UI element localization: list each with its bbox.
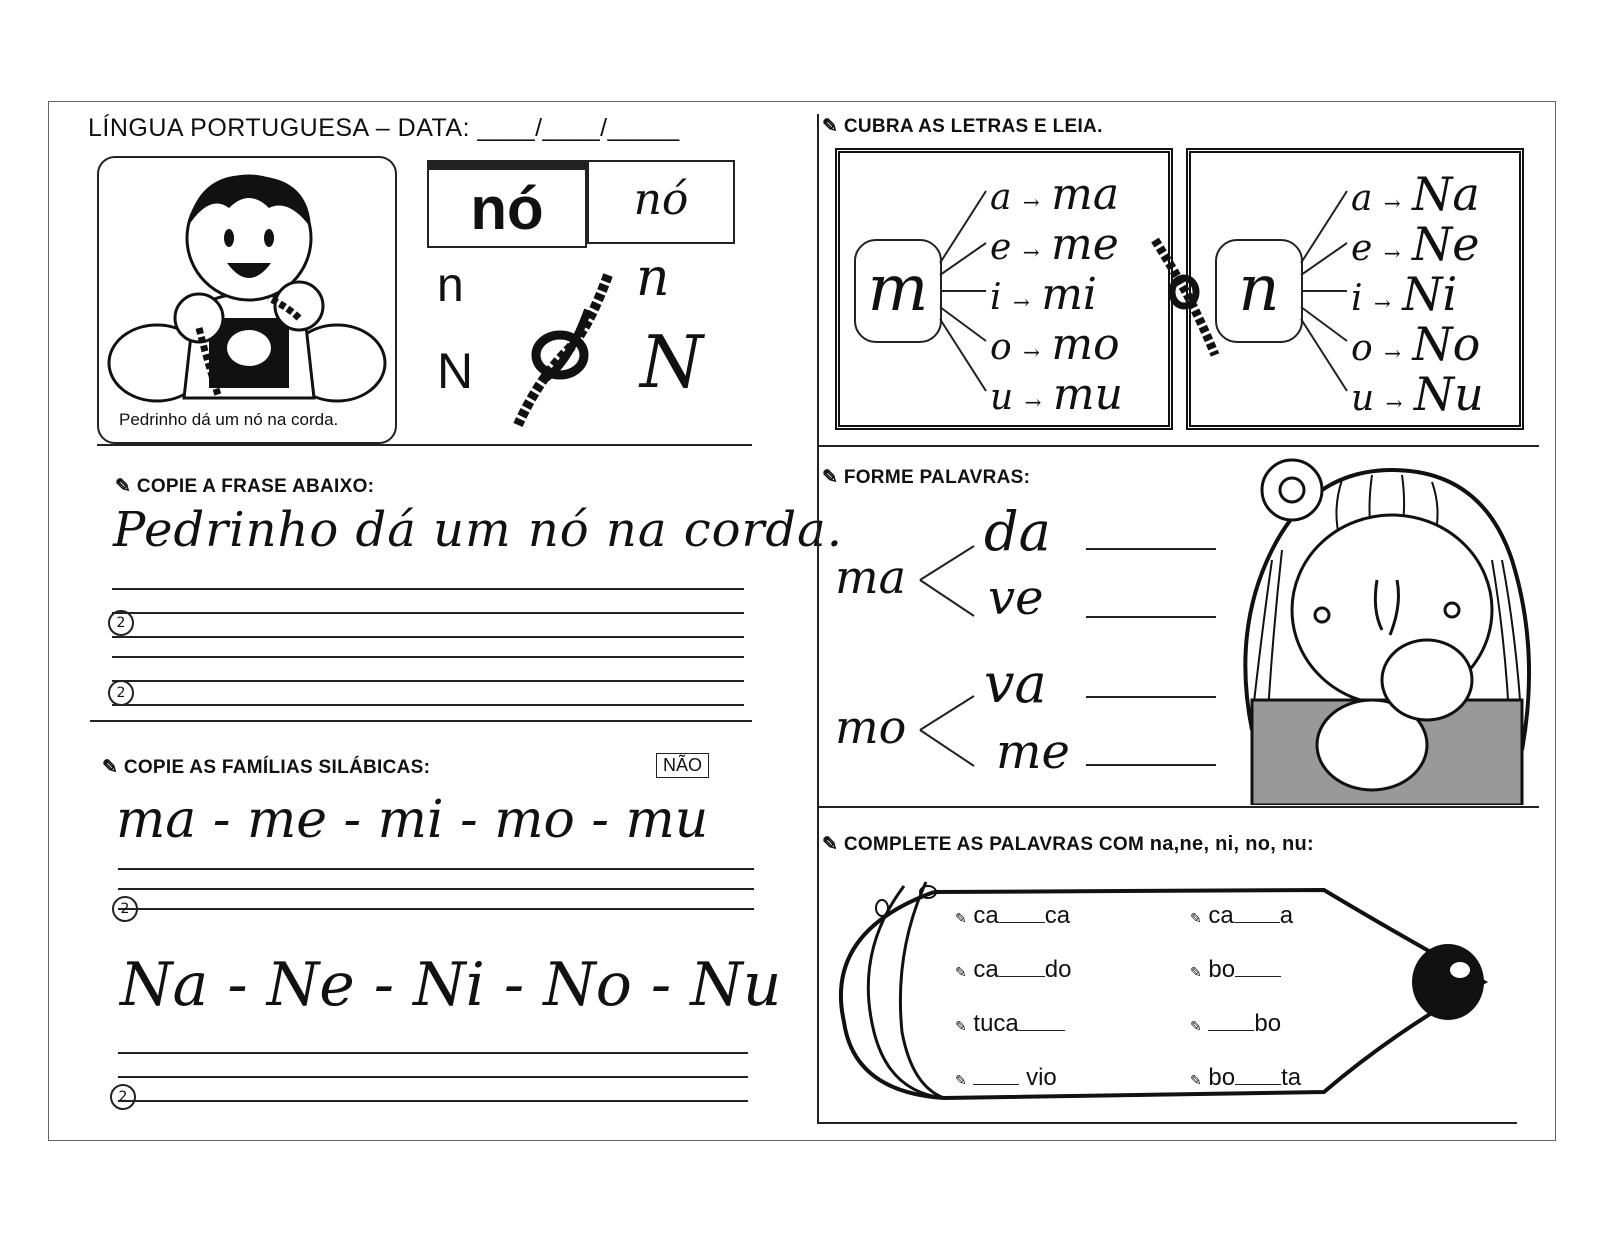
nao-badge: NÃO xyxy=(656,753,709,778)
form-words-heading-text: FORME PALAVRAS: xyxy=(843,467,1031,488)
complete-item[interactable] xyxy=(1190,956,1281,984)
line-marker: 2 xyxy=(110,1084,136,1110)
fill-blank[interactable] xyxy=(1234,922,1280,923)
syllable: mo xyxy=(1051,319,1120,370)
syllable: Ne xyxy=(1411,217,1480,271)
pencil-bullet-icon: ✎ xyxy=(1190,1018,1202,1034)
fill-blank[interactable] xyxy=(1208,1030,1254,1031)
bottom-rule xyxy=(817,1122,1517,1124)
trace-row xyxy=(1351,217,1521,271)
writing-line xyxy=(112,704,744,706)
fan-lines xyxy=(936,153,996,433)
arrow-right-icon: → xyxy=(1383,191,1401,215)
arrow-right-icon: → xyxy=(1373,291,1391,315)
rope-knot-illustration xyxy=(508,270,618,430)
writing-line xyxy=(112,612,744,614)
pencil-bullet-icon: ✎ xyxy=(1190,910,1202,926)
boy-picture-frame xyxy=(97,156,397,444)
writing-line xyxy=(118,908,754,910)
word-box-print xyxy=(427,160,587,248)
complete-item[interactable] xyxy=(1190,1010,1281,1038)
arrow-right-icon: → xyxy=(1383,241,1401,265)
writing-line xyxy=(112,656,744,658)
trace-rows-n xyxy=(1351,167,1521,421)
fill-blank[interactable] xyxy=(999,922,1045,923)
complete-item[interactable] xyxy=(1190,1064,1301,1092)
writing-line xyxy=(118,1052,748,1054)
syllable: mu xyxy=(1052,369,1123,420)
vowel: o xyxy=(990,327,1012,368)
word-box-cursive xyxy=(587,160,735,244)
letter-upper-cursive: N xyxy=(640,320,703,404)
ending: me xyxy=(996,724,1070,780)
word-part: ca xyxy=(973,902,999,929)
answer-blank xyxy=(1086,764,1216,766)
complete-item[interactable] xyxy=(955,956,1071,984)
word-cursive: nó xyxy=(633,174,689,225)
word-part: ca xyxy=(973,956,999,983)
vowel: o xyxy=(1351,328,1373,369)
word-part: ca xyxy=(1208,902,1234,929)
syllable: me xyxy=(1050,219,1119,270)
vowel: u xyxy=(990,377,1014,418)
page-title-text: LÍNGUA PORTUGUESA – DATA: xyxy=(88,114,471,142)
trace-row xyxy=(1351,317,1521,371)
model-sentence: Pedrinho dá um nó na corda. xyxy=(113,502,844,558)
syllable: No xyxy=(1412,317,1481,371)
trace-row xyxy=(1351,267,1521,321)
syllable: ma xyxy=(1051,169,1120,220)
prefix-ma: ma xyxy=(835,550,907,604)
word-part: bo xyxy=(1208,956,1236,983)
fill-blank[interactable] xyxy=(999,976,1045,977)
complete-item[interactable] xyxy=(1190,902,1293,930)
writing-line xyxy=(112,680,744,682)
arrow-right-icon: → xyxy=(1385,391,1403,415)
answer-blank xyxy=(1086,616,1216,618)
line-marker: 2 xyxy=(108,680,134,706)
section-divider xyxy=(97,444,752,446)
complete-heading xyxy=(822,833,1314,856)
pencil-bullet-icon: ✎ xyxy=(955,964,967,980)
ending: da xyxy=(984,500,1051,563)
arrow-right-icon: → xyxy=(1384,341,1401,365)
writing-line xyxy=(112,636,744,638)
answer-blank xyxy=(1086,548,1216,550)
trace-row xyxy=(990,369,1170,419)
families-heading-text: COPIE AS FAMÍLIAS SILÁBICAS: xyxy=(123,757,431,778)
word-part: do xyxy=(1044,956,1072,983)
line-marker: 2 xyxy=(108,610,134,636)
families-heading xyxy=(102,756,430,779)
syllable: Ni xyxy=(1402,267,1458,321)
arrow-right-icon: → xyxy=(1012,290,1030,314)
word-part: bo xyxy=(1208,1064,1236,1091)
fan-lines xyxy=(1297,153,1357,433)
line-marker: 2 xyxy=(112,896,138,922)
trace-heading-text: CUBRA AS LETRAS E LEIA. xyxy=(843,116,1103,137)
vowel: a xyxy=(1351,178,1373,219)
word-part: vio xyxy=(1026,1064,1057,1091)
trace-center-letter: n xyxy=(1238,252,1280,326)
pencil-bullet-icon: ✎ xyxy=(955,910,967,926)
vowel: a xyxy=(990,177,1012,218)
complete-item[interactable] xyxy=(955,902,1070,930)
pencil-bullet-icon: ✎ xyxy=(955,1072,967,1088)
trace-row xyxy=(1351,367,1521,421)
family-upper-cursive: Na - Ne - Ni - No - Nu xyxy=(120,950,782,1020)
trace-row xyxy=(990,319,1170,369)
writing-line xyxy=(118,1100,748,1102)
word-part: ta xyxy=(1281,1064,1302,1091)
word-part: bo xyxy=(1254,1010,1282,1037)
arrow-right-icon: → xyxy=(1022,240,1040,264)
branch-lines xyxy=(918,540,978,620)
copy-sentence-heading-text: COPIE A FRASE ABAIXO: xyxy=(136,476,375,497)
trace-row xyxy=(990,219,1170,269)
syllable: Nu xyxy=(1413,367,1484,421)
date-blank: ____/____/_____ xyxy=(477,114,680,142)
trace-row xyxy=(990,169,1170,219)
section-divider xyxy=(90,720,752,722)
fill-blank[interactable] xyxy=(1235,976,1281,977)
trace-rows-m xyxy=(990,169,1170,419)
letter-lower-print: n xyxy=(437,259,464,312)
family-lower-cursive: ma - me - mi - mo - mu xyxy=(116,790,709,850)
trace-center-letter: m xyxy=(867,252,929,326)
pencil-bullet-icon: ✎ xyxy=(1190,964,1202,980)
pencil-bullet-icon: ✎ xyxy=(822,116,844,137)
writing-line xyxy=(118,868,754,870)
letter-lower-cursive: n xyxy=(636,248,670,308)
ending: ve xyxy=(988,570,1044,626)
trace-row xyxy=(990,269,1170,319)
pencil-bullet-icon: ✎ xyxy=(822,834,844,855)
vowel: e xyxy=(990,227,1012,268)
syllable: Na xyxy=(1412,167,1480,221)
picture-caption: Pedrinho dá um nó na corda. xyxy=(119,410,339,429)
boy-with-rope-illustration xyxy=(99,158,395,408)
letter-upper-print: N xyxy=(437,343,474,399)
word-print: nó xyxy=(470,175,544,242)
writing-line xyxy=(118,1076,748,1078)
fill-blank[interactable] xyxy=(973,1084,1019,1085)
branch-lines xyxy=(918,690,978,770)
arrow-right-icon: → xyxy=(1023,340,1040,364)
ending: va xyxy=(984,652,1047,715)
copy-sentence-heading xyxy=(115,475,374,498)
trace-box-n xyxy=(1186,148,1524,430)
form-words-heading xyxy=(822,466,1030,489)
vowel: e xyxy=(1351,228,1373,269)
complete-item[interactable] xyxy=(955,1064,1057,1092)
complete-options: na,ne, ni, no, nu: xyxy=(1149,833,1314,855)
trace-center-n xyxy=(1215,239,1303,343)
fill-blank[interactable] xyxy=(1019,1030,1065,1031)
trace-box-m xyxy=(835,148,1173,430)
trace-heading xyxy=(822,115,1103,138)
writing-line xyxy=(118,888,754,890)
prefix-mo: mo xyxy=(835,700,907,754)
syllable: mi xyxy=(1041,269,1097,320)
fill-blank[interactable] xyxy=(1235,1084,1281,1085)
trace-center-m xyxy=(854,239,942,343)
girl-illustration xyxy=(1222,430,1540,805)
pencil-bullet-icon: ✎ xyxy=(822,467,844,488)
pencil-bullet-icon: ✎ xyxy=(1190,1072,1202,1088)
trace-row xyxy=(1351,167,1521,221)
vowel: u xyxy=(1351,378,1375,419)
writing-line xyxy=(112,588,744,590)
word-part: tuca xyxy=(973,1010,1019,1037)
complete-item[interactable] xyxy=(955,1010,1065,1038)
word-part: ca xyxy=(1044,902,1071,929)
pencil-bullet-icon: ✎ xyxy=(102,757,124,778)
pencil-bullet-icon: ✎ xyxy=(115,476,137,497)
section-divider xyxy=(817,806,1539,808)
answer-blank xyxy=(1086,696,1216,698)
complete-heading-text: COMPLETE AS PALAVRAS COM xyxy=(843,834,1145,855)
page-title xyxy=(88,114,680,143)
arrow-right-icon: → xyxy=(1024,390,1042,414)
page-divider xyxy=(817,114,819,1124)
vowel: i xyxy=(1351,278,1363,319)
word-part: a xyxy=(1279,902,1294,929)
pencil-illustration xyxy=(834,872,1494,1114)
pencil-bullet-icon: ✎ xyxy=(955,1018,967,1034)
vowel: i xyxy=(990,277,1002,318)
arrow-right-icon: → xyxy=(1022,190,1040,214)
